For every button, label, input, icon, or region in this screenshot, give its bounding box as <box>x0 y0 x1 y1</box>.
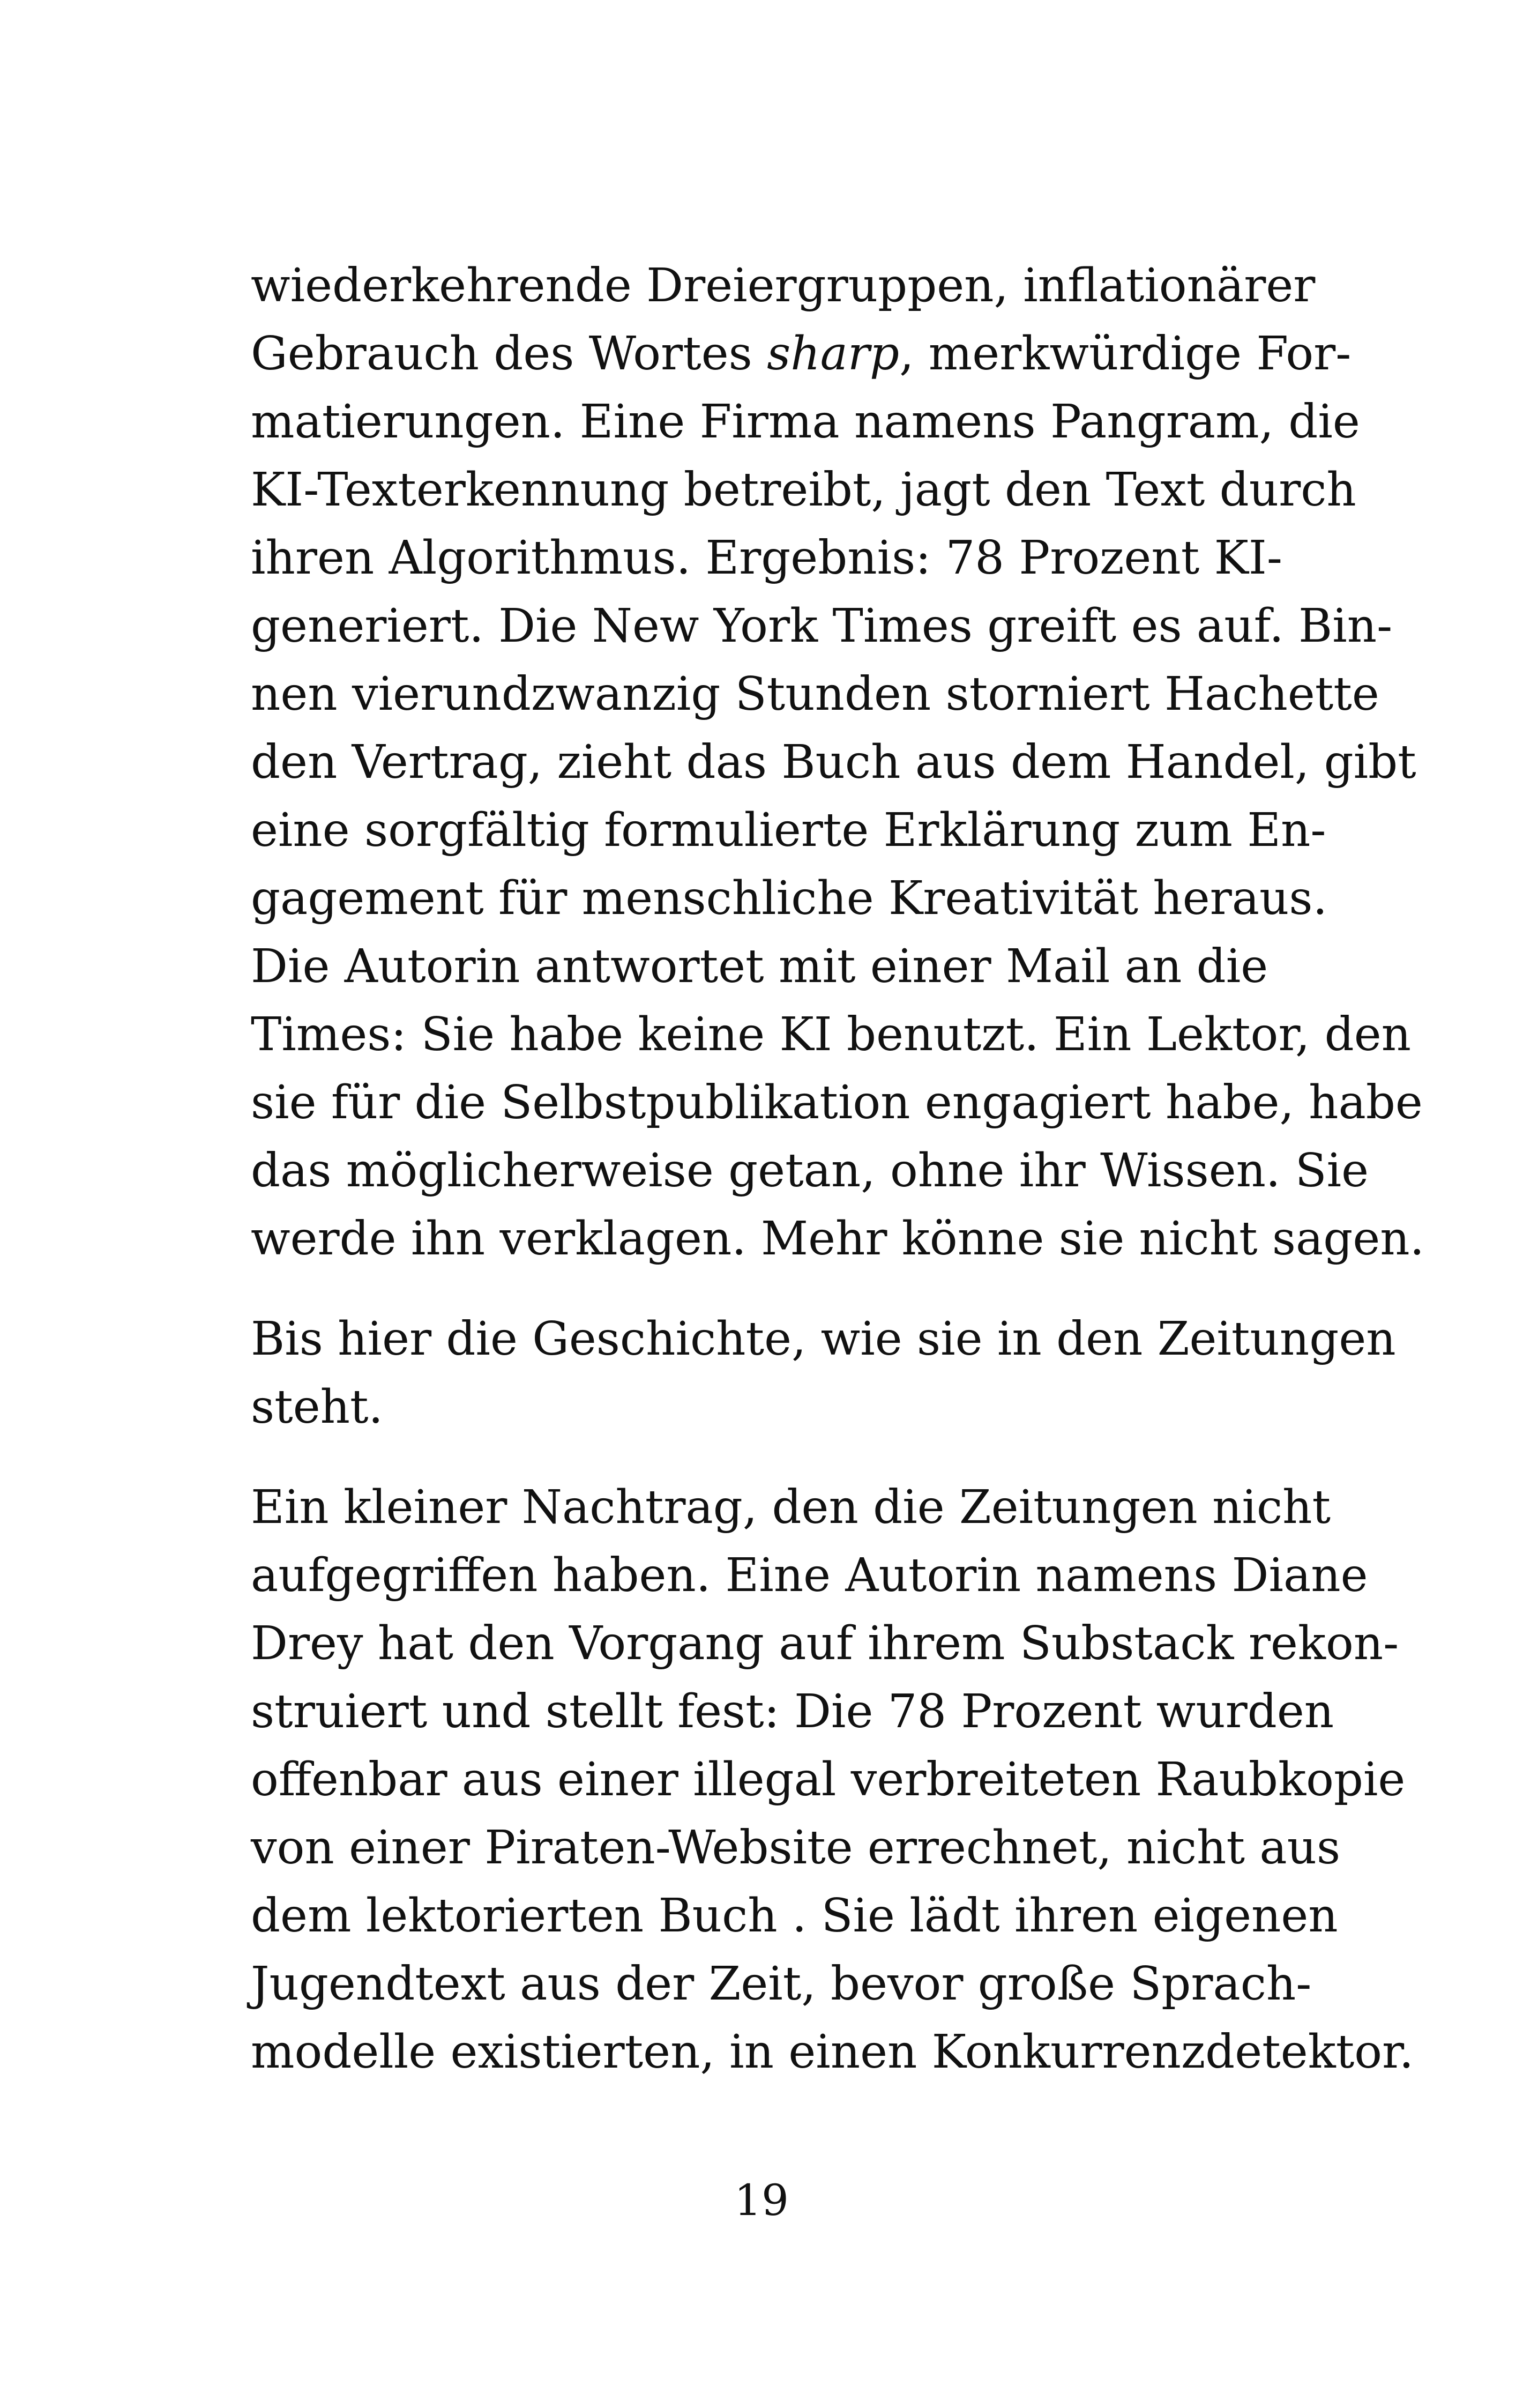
text-segment: , merkwürdige For- <box>899 327 1352 381</box>
text-line: dem lektorierten Buch . Sie lädt ihren eigenen <box>251 1889 1338 1943</box>
text-line: eine sorgfältig formulierte Erklärung zum En- <box>251 804 1326 857</box>
text-line: ihren Algorithmus. Ergebnis: 78 Prozent KI- <box>251 531 1282 585</box>
text-line: nen vierundzwanzig Stunden storniert Hachette <box>251 667 1379 721</box>
text-line: KI-Texterkennung betreibt, jagt den Text durch <box>251 463 1356 517</box>
paragraph-3 <box>251 1474 1414 2086</box>
text-line: Ein kleiner Nachtrag, den die Zeitungen nicht <box>251 1481 1331 1534</box>
text-line: gagement für menschliche Kreativität heraus. <box>251 872 1327 925</box>
text-line: Die Autorin antwortet mit einer Mail an die <box>251 940 1268 993</box>
paragraph-1 <box>251 252 1424 1273</box>
text-segment: Gebrauch des Wortes <box>251 327 767 381</box>
italic-word: sharp <box>767 327 900 381</box>
text-line: sie für die Selbstpublikation engagiert habe, habe <box>251 1076 1423 1129</box>
text-line: generiert. Die New York Times greift es auf. Bin- <box>251 599 1393 653</box>
text-line: wiederkehrende Dreiergruppen, inflationärer <box>251 259 1316 313</box>
text-line: das möglicherweise getan, ohne ihr Wissen. Sie <box>251 1144 1369 1198</box>
text-line: struiert und stellt fest: Die 78 Prozent wurden <box>251 1685 1334 1738</box>
body-text <box>251 252 1424 2086</box>
page-number: 19 <box>734 2175 789 2225</box>
text-line: offenbar aus einer illegal verbreiteten Raubkopie <box>251 1753 1406 1807</box>
text-line: den Vertrag, zieht das Buch aus dem Handel, gibt <box>251 735 1416 789</box>
text-line: Jugendtext aus der Zeit, bevor große Sprach- <box>251 1957 1312 2011</box>
text-line: Drey hat den Vorgang auf ihrem Substack rekon- <box>251 1617 1399 1670</box>
text-line: matierungen. Eine Firma namens Pangram, die <box>251 395 1360 449</box>
text-line: modelle existierten, in einen Konkurrenzdetektor. <box>251 2025 1414 2079</box>
text-line: aufgegriffen haben. Eine Autorin namens Diane <box>251 1549 1368 1602</box>
text-line: Bis hier die Geschichte, wie sie in den Zeitungen <box>251 1312 1396 1366</box>
text-line: werde ihn verklagen. Mehr könne sie nicht sagen. <box>251 1212 1424 1266</box>
text-line: Times: Sie habe keine KI benutzt. Ein Lektor, den <box>251 1008 1411 1061</box>
text-line: steht. <box>251 1380 383 1434</box>
text-line <box>251 320 1352 388</box>
paragraph-2 <box>251 1305 1396 1441</box>
text-line: von einer Piraten-Website errechnet, nicht aus <box>251 1821 1341 1875</box>
